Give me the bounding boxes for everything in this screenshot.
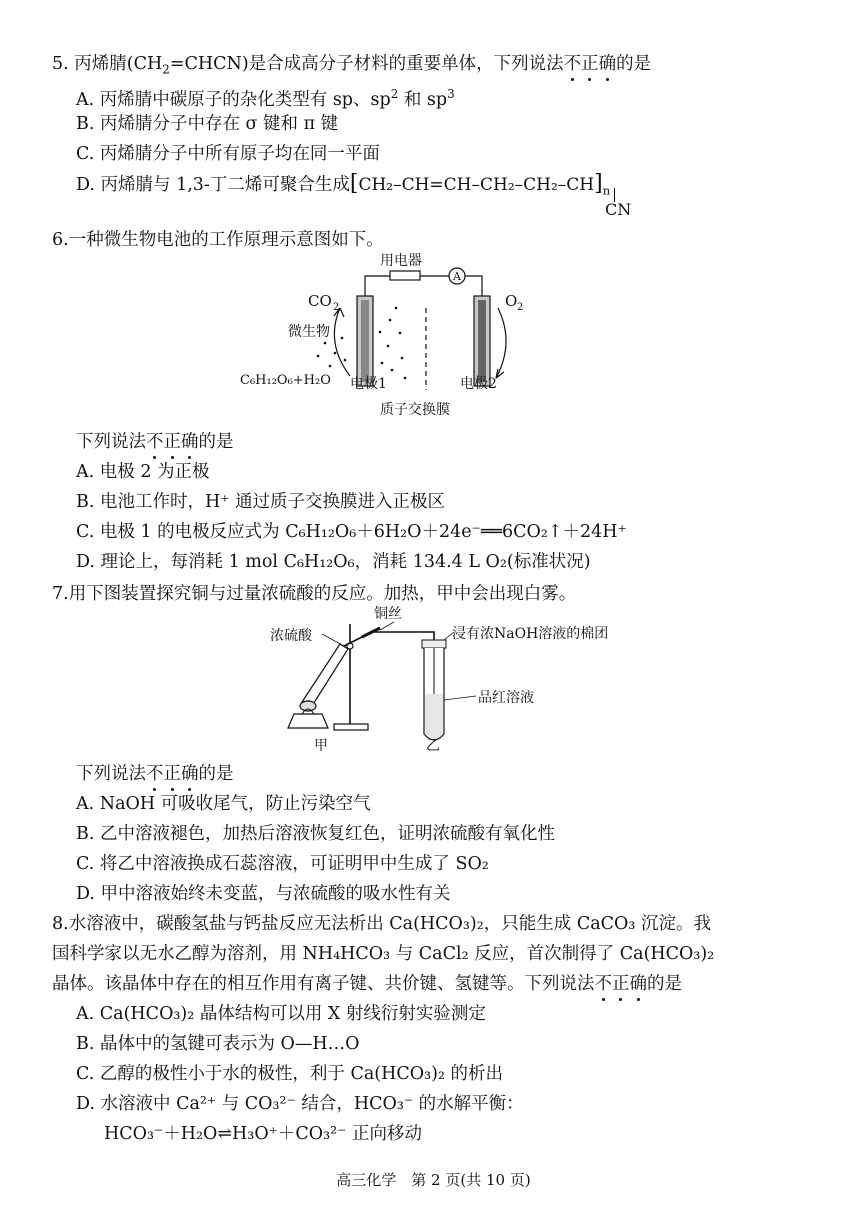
q7-option-a: A. NaOH 可吸收尾气，防止污染空气	[76, 794, 371, 814]
ammeter-label: A	[453, 270, 461, 283]
q5-stem: 5. 丙烯腈$(CH_2=CHCN)$是合成高分子材料的重要单体，下列说法不正确的是	[52, 54, 652, 77]
device-resistor	[390, 271, 420, 280]
dye-label: 品红溶液	[478, 690, 534, 706]
q5-option-a: A. 丙烯腈中碳原子的杂化类型有 sp、$sp^2$ 和 $sp^3$	[76, 87, 455, 110]
apparatus-yi-label: 乙	[426, 738, 440, 754]
acid-label: 浓硫酸	[270, 628, 312, 644]
device-label: 用电器	[380, 253, 422, 269]
q8-option-b: B. 晶体中的氢键可表示为 O—H…O	[76, 1034, 360, 1054]
o2-label: O	[505, 292, 518, 310]
q5-option-c: C. 丙烯腈分子中所有原子均在同一平面	[76, 144, 380, 164]
burner	[288, 714, 328, 728]
electrode-1-label: 电极1	[350, 376, 387, 392]
electrode-2-label: 电极2	[460, 376, 497, 392]
apparatus-jia-label: 甲	[314, 738, 328, 754]
q8-option-c: C. 乙醇的极性小于水的极性，利于 Ca(HCO₃)₂ 的析出	[76, 1064, 504, 1084]
q6-option-a: A. 电极 2 为正极	[76, 462, 210, 482]
q6-option-b: B. 电池工作时，H⁺ 通过质子交换膜进入正极区	[76, 492, 446, 512]
electrode-1-core	[361, 300, 369, 382]
q8-option-d: D. 水溶液中 Ca²⁺ 与 CO₃²⁻ 结合，HCO₃⁻ 的水解平衡：	[76, 1094, 524, 1114]
q6-option-d: D. 理论上，每消耗 1 mol C₆H₁₂O₆，消耗 134.4 L O₂(标准状况)	[76, 552, 591, 572]
svg-text:2: 2	[517, 302, 524, 313]
microbe-label: 微生物	[288, 324, 330, 340]
q6-ask: 下列说法不正确的是	[76, 432, 234, 452]
polymer-formula: CH₂–CH=CH–CH₂–CH₂–CH	[358, 175, 595, 195]
microbial-battery-diagram	[230, 248, 560, 424]
reaction-tube	[302, 644, 348, 706]
co2-label: CO	[308, 292, 332, 310]
q7-option-d: D. 甲中溶液始终未变蓝，与浓硫酸的吸水性有关	[76, 884, 451, 904]
q7-option-c: C. 将乙中溶液换成石蕊溶液，可证明甲中生成了 SO₂	[76, 854, 489, 874]
copper-acid-apparatus	[262, 604, 662, 756]
q6-option-c: C. 电极 1 的电极反应式为 C₆H₁₂O₆＋6H₂O＋24e⁻══6CO₂↑＋24H⁺	[76, 522, 627, 542]
q5-option-b: B. 丙烯腈分子中存在 σ 键和 π 键	[76, 114, 339, 134]
cotton-plug	[422, 640, 446, 648]
cotton-label: 浸有浓NaOH溶液的棉团	[452, 626, 609, 642]
page-footer: 高三化学 第 2 页(共 10 页)	[336, 1171, 531, 1189]
copper-label: 铜丝	[374, 606, 402, 622]
q7-option-b: B. 乙中溶液褪色，加热后溶液恢复红色，证明浓硫酸有氧化性	[76, 824, 555, 844]
q8-stem-line-2: 国科学家以无水乙醇为溶剂，用 NH₄HCO₃ 与 CaCl₂ 反应，首次制得了 Ca(HCO₃)₂	[52, 944, 715, 964]
left-reaction-arrow	[334, 308, 350, 376]
right-reaction-arrow	[496, 308, 506, 378]
q8-option-d-equation: HCO₃⁻＋H₂O⇌H₃O⁺＋CO₃²⁻ 正向移动	[104, 1124, 422, 1144]
cn-group: CN	[605, 200, 632, 219]
svg-text:2: 2	[333, 302, 340, 313]
q6-stem: 6.一种微生物电池的工作原理示意图如下。	[52, 230, 384, 250]
q5-option-d: D. 丙烯腈与 1,3-丁二烯可聚合生成$[CH_2-CH=CH-CH_2-CH_2-CH]_n$	[76, 171, 611, 198]
q8-option-a: A. Ca(HCO₃)₂ 晶体结构可以用 X 射线衍射实验测定	[76, 1004, 486, 1024]
membrane-label: 质子交换膜	[380, 402, 450, 418]
delivery-tube	[344, 632, 434, 646]
electrode-2-core	[478, 300, 486, 382]
q8-stem-line-1: 8.水溶液中，碳酸氢盐与钙盐反应无法析出 Ca(HCO₃)₂，只能生成 CaCO₃ 沉淀。我	[52, 914, 711, 934]
q7-ask: 下列说法不正确的是	[76, 764, 234, 784]
q7-stem: 7.用下图装置探究铜与过量浓硫酸的反应。加热，甲中会出现白雾。	[52, 584, 577, 604]
glucose-label: C₆H₁₂O₆+H₂O	[240, 373, 331, 388]
q8-stem-line-3: 晶体。该晶体中存在的相互作用有离子键、共价键、氢键等。下列说法不正确的是	[52, 974, 682, 994]
